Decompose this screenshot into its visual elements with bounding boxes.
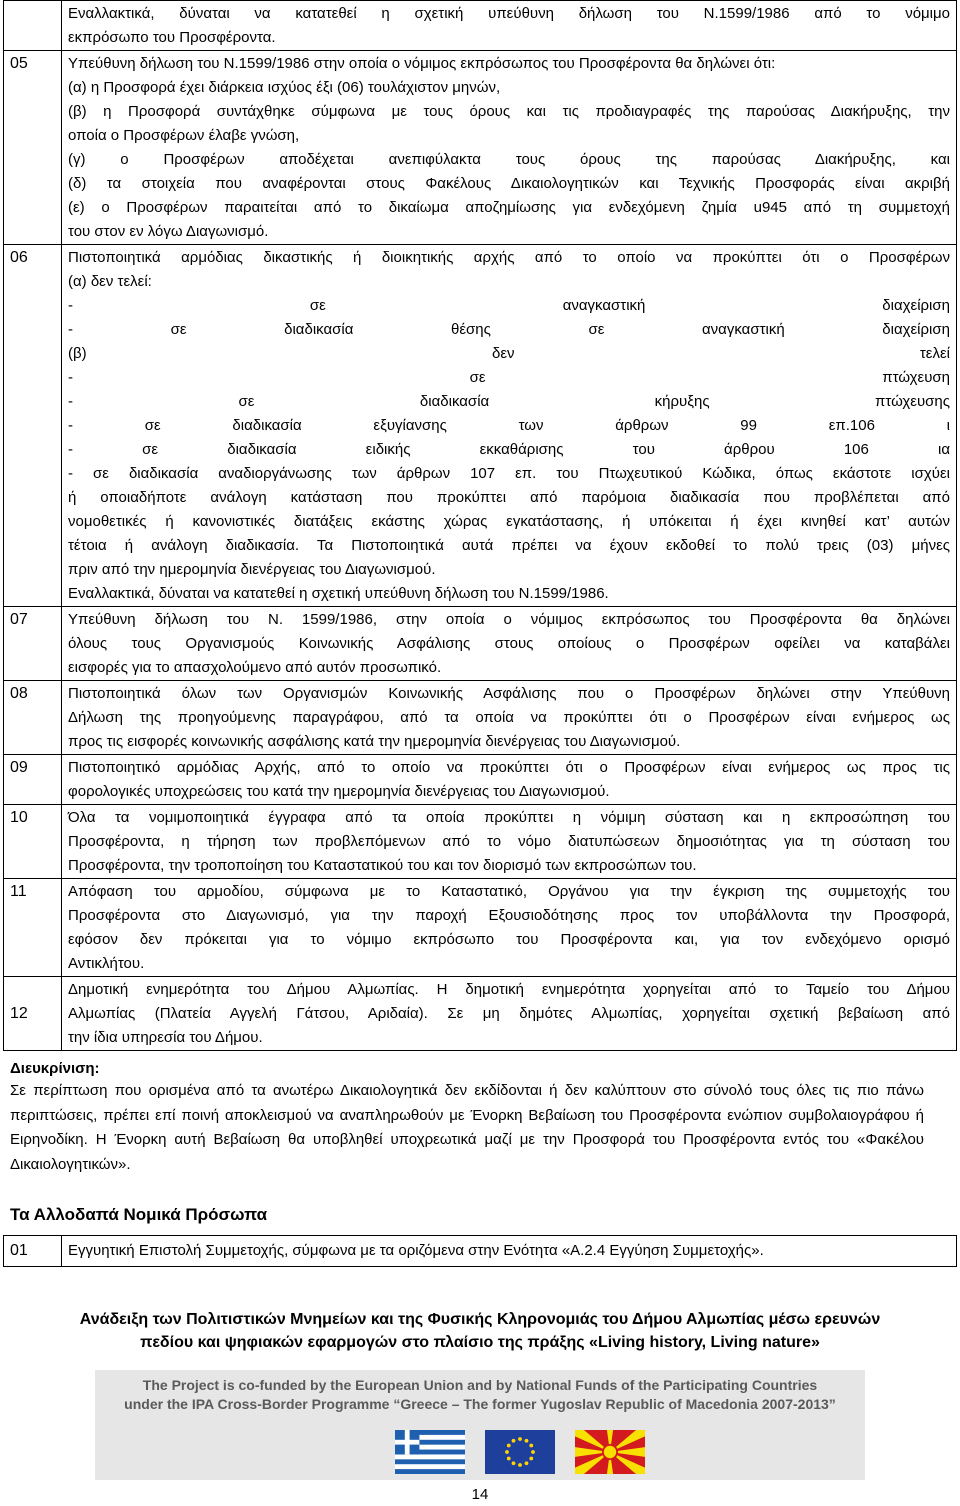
table-row: [4, 245, 957, 607]
flags-row: [395, 1430, 645, 1474]
row-text-line: Προσφέροντα, η τήρηση των προβλεπόμενων από το νόμο διατυπώσεων δημοσιότητας για τη σύσταση του: [68, 833, 950, 850]
row-text-line: οποία ο Προσφέρων έλαβε γνώση,: [68, 127, 300, 144]
clarification-text: Σε περίπτωση που ορισμένα από τα ανωτέρω Δικαιολογητικά δεν εκδίδονται ή δεν καλύπτουν στο σύνολό τους όλες τις πιο πάνω περιπτώσεις, πρέπει επί ποινή αποκλεισμού να αναπληρωθούν με Ένορκη Βεβαίωση του Προσφέροντα ενώπιον συμβολαιογράφου ή Ειρηνοδίκη. Η Ένορκη αυτή Βεβαίωση θα υποβληθεί υποχρεωτικά μαζί με την Προσφορά του Προσφέροντα εντός του «Φακέλου Δικαιολογητικών».: [10, 1082, 924, 1173]
row-text-line: (β) δεν τελεί: [68, 345, 950, 362]
row-text: [62, 879, 957, 977]
table-row: [4, 1236, 957, 1267]
table-row: [4, 607, 957, 681]
row-text-line: Πιστοποιητικά αρμόδιας δικαστικής ή διοικητικής αρχής από το οποίο να προκύπτει ότι ο Προσφέρων: [68, 249, 950, 266]
table-row: [4, 977, 957, 1051]
row-text-line: Δήλωση της προηγούμενης παραγράφου, από τα οποία να προκύπτει ότι ο Προσφέρων είναι ενήμερος ως: [68, 709, 950, 726]
table-row: [4, 805, 957, 879]
funding-text: [95, 1376, 865, 1414]
eu-flag-star: [531, 1450, 535, 1454]
row-text-line: - σε διαδικασία θέσης σε αναγκαστική διαχείριση: [68, 321, 950, 338]
table-row: [4, 51, 957, 245]
eu-flag-star: [529, 1457, 533, 1461]
eu-flag-star: [529, 1444, 533, 1448]
eu-flag-star: [512, 1439, 516, 1443]
row-text-line: - σε αναγκαστική διαχείριση: [68, 297, 950, 314]
eu-flag-star: [525, 1461, 529, 1465]
greece-flag-icon: [395, 1430, 465, 1474]
row-text-line: Προσφέροντα, την τροποποίηση του Καταστατικού του και τον διορισμό των εκπροσώπων του.: [68, 857, 697, 874]
row-number: [4, 1, 62, 51]
row-text-line: (ε) ο Προσφέρων παραιτείται από το δικαίωμα αποζημίωσης για ενδεχόμενη ζημία u945 από τη συμμετοχή: [68, 199, 950, 216]
macedonia-flag-icon: [575, 1430, 645, 1474]
row-text-line: (δ) τα στοιχεία που αναφέρονται στους Φακέλους Δικαιολογητικών και Τεχνικής Προσφοράς είναι ακριβή: [68, 175, 950, 192]
funding-banner: [95, 1370, 865, 1480]
row-text-line: εισφορές για το απασχολούμενο από αυτόν προσωπικό.: [68, 659, 442, 676]
eu-flag-star: [518, 1463, 522, 1467]
row-text-line: Υπεύθυνη δήλωση του Ν. 1599/1986, στην οποία ο νόμιμος εκπρόσωπος του Προσφέροντα θα δηλώνει: [68, 611, 950, 628]
row-text-line: (α) δεν τελεί:: [68, 273, 152, 290]
row-number: 01: [4, 1236, 62, 1267]
funding-text-line: under the IPA Cross-Border Programme “Greece – The former Yugoslav Republic of Macedonia 2007-2013”: [124, 1396, 836, 1412]
row-text: [62, 755, 957, 805]
eu-flag-star: [525, 1439, 529, 1443]
funding-text-line: The Project is co-funded by the European Union and by National Funds of the Participating Countries: [142, 1377, 818, 1393]
row-number: 11: [4, 879, 62, 977]
eu-flag-star: [505, 1450, 509, 1454]
project-title: [20, 1308, 940, 1354]
row-text: [62, 681, 957, 755]
row-text-line: (γ) ο Προσφέρων αποδέχεται ανεπιφύλακτα τους όρους της παρούσας Διακήρυξης, και: [68, 151, 950, 168]
row-text-line: εφόσον δεν πρόκειται για το νόμιμο εκπρόσωπο του Προσφέροντα και, για τον ενδεχόμενο ορισμό: [68, 931, 950, 948]
row-text-line: όλους τους Οργανισμούς Κοινωνικής Ασφάλισης στους οποίους ο Προσφέρων οφείλει να καταβάλει: [68, 635, 950, 652]
row-text-line: Εναλλακτικά, δύναται να κατατεθεί η σχετική υπεύθυνη δήλωση του Ν.1599/1986.: [68, 585, 609, 602]
row-text: Εγγυητική Επιστολή Συμμετοχής, σύμφωνα με τα οριζόμενα στην Ενότητα «Α.2.4 Εγγύηση Συμμετοχής».: [62, 1236, 957, 1267]
row-text-line: - σε διαδικασία αναδιοργάνωσης των άρθρων 107 επ. του Πτωχευτικού Κώδικα, όπως εκάστοτε ισχύει: [68, 465, 950, 482]
table-row: [4, 755, 957, 805]
row-text-line: Προσφέροντα στο Διαγωνισμό, για την παροχή Εξουσιοδότησης προς τον υποβάλλοντα την Προσφορά,: [68, 907, 950, 924]
eu-flag-star: [512, 1461, 516, 1465]
row-text-line: Αλμωπίας (Πλατεία Αγγελή Γάτσου, Αριδαία). Σε μη δημότες Αλμωπίας, χορηγείται σχετική βεβαίωση από: [68, 1005, 950, 1022]
row-number: 10: [4, 805, 62, 879]
foreign-entities-table: [3, 1235, 957, 1267]
row-text-line: (β) η Προσφορά συντάχθηκε σύμφωνα με τους όρους και τις προδιαγραφές της παρούσας Διακήρυξης, την: [68, 103, 950, 120]
row-text-line: φορολογικές υποχρεώσεις του κατά την ημερομηνία διενέργειας του Διαγωνισμού.: [68, 783, 610, 800]
row-text-line: εκπρόσωπο του Προσφέροντα.: [68, 29, 276, 46]
eu-flag-star: [507, 1457, 511, 1461]
row-text: [62, 51, 957, 245]
project-title-line: πεδίου και ψηφιακών εφαρμογών στο πλαίσιο της πράξης «Living history, Living nature»: [140, 1334, 820, 1351]
row-text: [62, 805, 957, 879]
project-title-line: Ανάδειξη των Πολιτιστικών Μνημείων και της Φυσικής Κληρονομιάς του Δήμου Αλμωπίας μέσω ερευνών: [79, 1311, 881, 1328]
clarification-title: Διευκρίνιση:: [10, 1060, 100, 1077]
eu-flag-star: [507, 1444, 511, 1448]
row-text-line: τέτοια ή ανάλογη διαδικασία. Τα Πιστοποιητικά αυτά πρέπει να έχουν εκδοθεί το πολύ τρεις (03) μήνες: [68, 537, 950, 554]
row-text-line: Πιστοποιητικό αρμόδιας Αρχής, από το οποίο να προκύπτει ότι ο Προσφέρων είναι ενήμερος ως προς τις: [68, 759, 950, 776]
row-text-line: νομοθετικές ή κανονιστικές διατάξεις εκάστης χώρας εγκατάστασης, ή υπόκειται ή έχει κινηθεί κατ’ αυτών: [68, 513, 950, 530]
row-number: 09: [4, 755, 62, 805]
row-text-line: την ίδια υπηρεσία του Δήμου.: [68, 1029, 263, 1046]
row-text-line: Υπεύθυνη δήλωση του Ν.1599/1986 στην οποία ο νόμιμος εκπρόσωπος του Προσφέροντα θα δηλώνει ότι:: [68, 55, 776, 72]
row-text-line: - σε διαδικασία ειδικής εκκαθάρισης του άρθρου 106 ια: [68, 441, 950, 458]
row-text-line: Εναλλακτικά, δύναται να κατατεθεί η σχετική υπεύθυνη δήλωση του Ν.1599/1986 από το νόμιμο: [68, 5, 950, 22]
greece-flag-stripe: [395, 1469, 465, 1474]
requirements-table: [3, 0, 957, 1051]
row-text: [62, 607, 957, 681]
row-text-line: - σε διαδικασία κήρυξης πτώχευσης: [68, 393, 950, 410]
eu-flag-star: [518, 1437, 522, 1441]
row-number: 07: [4, 607, 62, 681]
table-row: [4, 681, 957, 755]
row-number: 12: [4, 977, 62, 1051]
row-text-line: Αντικλήτου.: [68, 955, 145, 972]
row-text-line: Όλα τα νομιμοποιητικά έγγραφα από τα οποία προκύπτει η νόμιμη σύσταση και η εκπροσώπηση του: [68, 809, 950, 826]
row-text-line: πριν από την ημερομηνία διενέργειας του Διαγωνισμού.: [68, 561, 436, 578]
row-number: 08: [4, 681, 62, 755]
row-text: [62, 1, 957, 51]
table-row: [4, 1, 957, 51]
row-text-line: του στον εν λόγω Διαγωνισμό.: [68, 223, 269, 240]
greece-flag-stripe: [395, 1459, 465, 1464]
foreign-entities-title: Τα Αλλοδαπά Νομικά Πρόσωπα: [10, 1205, 268, 1224]
row-text-line: προς τις εισφορές κοινωνικής ασφάλισης κατά την ημερομηνία διενέργειας του Διαγωνισμού.: [68, 733, 681, 750]
row-text-line: - σε διαδικασία εξυγίανσης των άρθρων 99 επ.106 ι: [68, 417, 950, 434]
row-number: 05: [4, 51, 62, 245]
row-text: [62, 245, 957, 607]
row-text-line: ή οποιαδήποτε ανάλογη κατάσταση που προκύπτει από παρόμοια διαδικασία που προβλέπεται από: [68, 489, 950, 506]
row-text-line: - σε πτώχευση: [68, 369, 950, 386]
row-number: 06: [4, 245, 62, 607]
page-number: 14: [471, 1486, 489, 1503]
table-row: [4, 879, 957, 977]
row-text-line: Δημοτική ενημερότητα του Δήμου Αλμωπίας. Η δημοτική ενημερότητα χορηγείται από το Ταμείο του Δήμου: [68, 981, 950, 998]
eu-flag-icon: [485, 1430, 555, 1474]
row-text-line: Απόφαση του αρμοδίου, σύμφωνα με το Καταστατικό, Οργάνου για την έγκριση της συμμετοχής του: [68, 883, 950, 900]
row-text-line: Πιστοποιητικά όλων των Οργανισμών Κοινωνικής Ασφάλισης που ο Προσφέρων δηλώνει στην Υπεύθυνη: [68, 685, 950, 702]
row-text-line: (α) η Προσφορά έχει διάρκεια ισχύος έξι (06) τουλάχιστον μηνών,: [68, 79, 501, 96]
row-text: [62, 977, 957, 1051]
